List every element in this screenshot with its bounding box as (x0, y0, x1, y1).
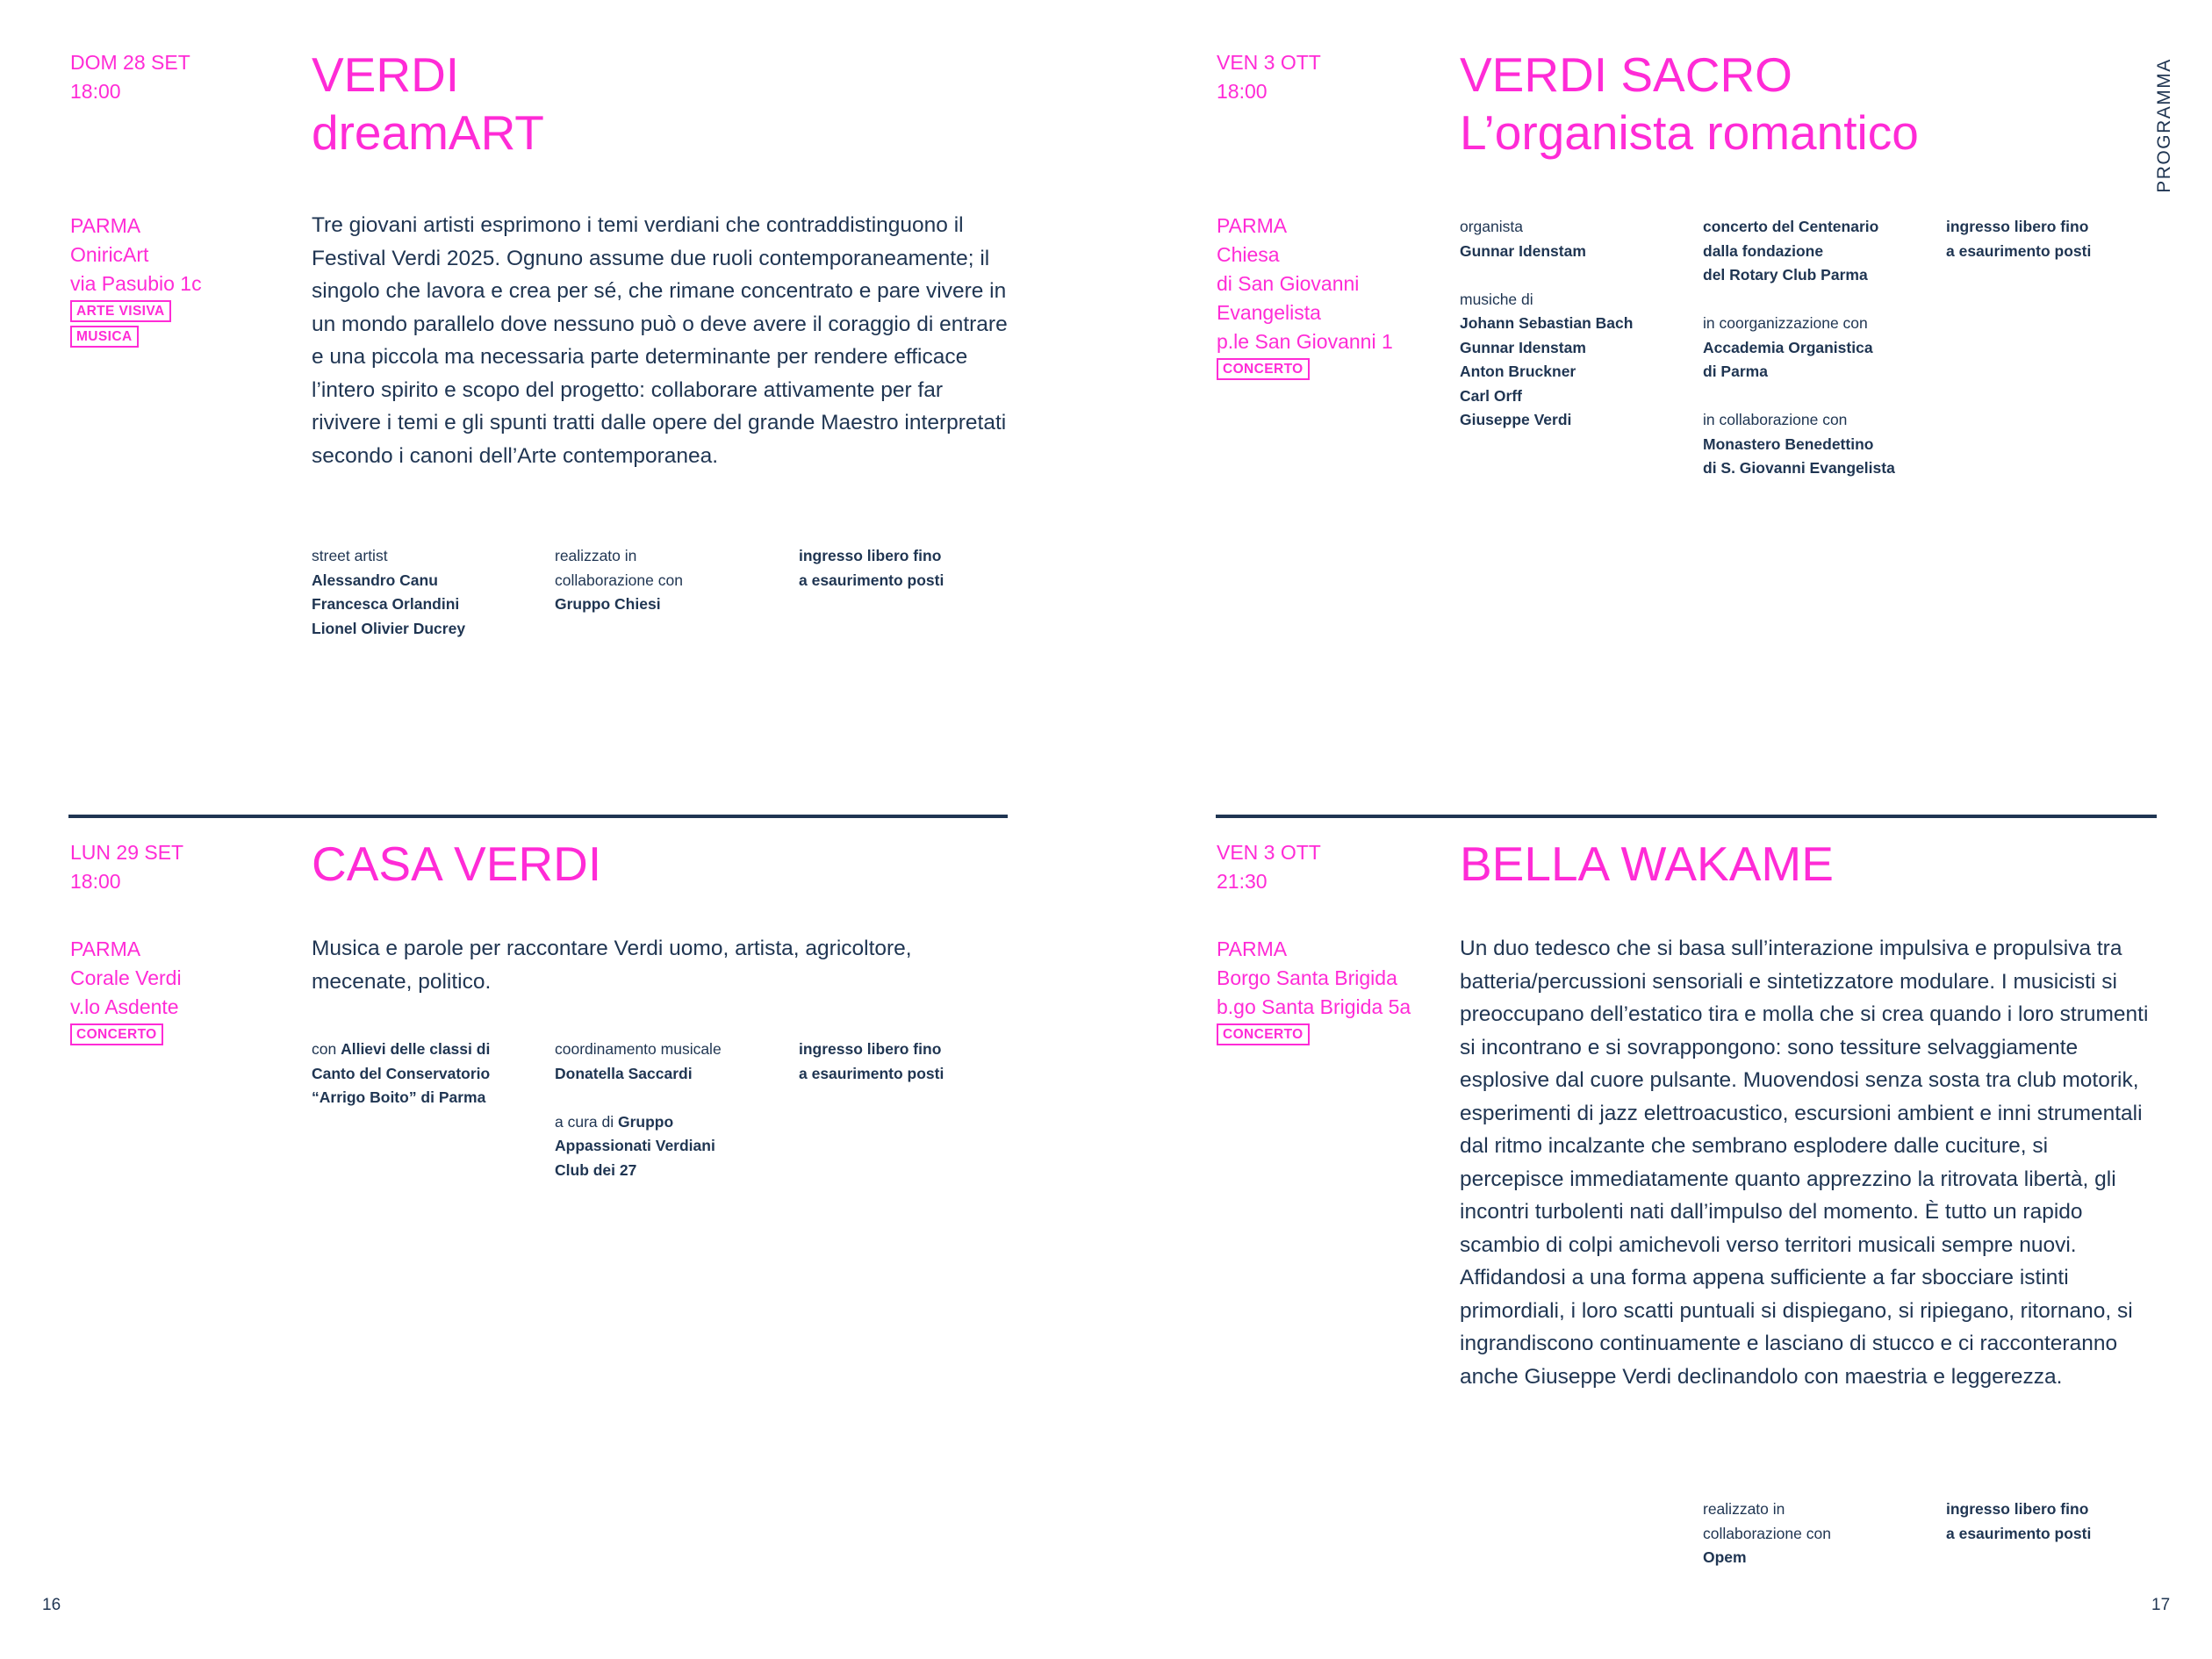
divider-left (68, 815, 1008, 818)
page-number-left: 16 (42, 1596, 61, 1614)
event-description: Un duo tedesco che si basa sull’interazione impulsiva e propulsiva tra batteria/percussioni sensoriali e sintetizzatore modulare. I musicisti si preoccupano dell’estatico tira e molla che si crea quando i loro strumenti si incontrano e si sovrappongono: sono tessiture selvaggiamente esplosive dal cuore pulsante. Muovendosi senza sosta tra club motorik, esperimenti di jazz elettroacustico, escursioni ambient e inni strumentali dal ritmo incalzante che sembrano esplodere dalle cuciture, si percepisce immediatamente quanto apprezzino la ritrovata libertà, gli incontri turbolenti nati dall’impulso del momento. È tutto un rapido scambio di colpi amichevoli verso territori musicali sempre nuovi. Affidandosi a una forma appena sufficiente a far sbocciare istinti primordiali, i loro scatti puntuali si dispiegano, si ripiegano, ritornano, si ingrandiscono continuamente e lasciano di stucco e ci racconteranno anche Giuseppe Verdi declinandolo con maestria e leggerezza. (1460, 937, 2149, 1389)
credits-entry: ingresso libero fino a esaurimento posti (1946, 218, 2092, 260)
event-date: DOM 28 SET (70, 51, 190, 74)
divider-right (1216, 815, 2157, 818)
event-description: Musica e parole per raccontare Verdi uomo, artista, agricoltore, mecenate, politico. (312, 937, 912, 994)
credits-partner: realizzato in collaborazione con Gruppo Chiesi (555, 547, 683, 613)
event-title: VERDI dreamART (312, 47, 544, 160)
event-title: VERDI SACRO L’organista romantico (1460, 47, 1919, 160)
credits-entry: ingresso libero fino a esaurimento posti (799, 547, 944, 589)
event-time: 18:00 (70, 80, 121, 103)
event-date: VEN 3 OTT (1217, 841, 1321, 864)
credits-entry: ingresso libero fino a esaurimento posti (1946, 1500, 2092, 1542)
event-title: CASA VERDI (312, 837, 602, 891)
category-tag: CONCERTO (70, 1023, 163, 1045)
event-title: BELLA WAKAME (1460, 837, 1834, 891)
section-label: PROGRAMMA (2154, 58, 2174, 193)
category-tag: MUSICA (70, 326, 139, 348)
credits-partner: realizzato in collaborazione con Opem (1703, 1500, 1831, 1566)
credits-coordination: coordinamento musicale Donatella Saccardi a cura di Gruppo Appassionati Verdiani Club dei 27 (555, 1040, 722, 1179)
event-venue: PARMA Borgo Santa Brigida b.go Santa Brigida 5a CONCERTO (1217, 935, 1411, 1049)
category-tag: CONCERTO (1217, 1023, 1310, 1045)
event-date: VEN 3 OTT (1217, 51, 1321, 74)
event-description: Tre giovani artisti esprimono i temi verdiani che contraddistinguono il Festival Verdi 2025. Ognuno assume due ruoli contemporaneamente; il singolo che lavora e crea per sé, che rimane concentrato e pare vivere in un mondo parallelo dove nessuno può o deve avere il coraggio di entrare e una piccola ma necessaria parte determinante per rendere efficace l’intero spirito e scopo del progetto: collaborare attivamente per far rivivere i temi e gli spunti tratti dalle opere del grande Maestro interpretati secondo i canoni dell’Arte contemporanea. (312, 213, 1008, 468)
event-datetime (70, 838, 183, 896)
event-datetime (70, 48, 190, 106)
category-tag: CONCERTO (1217, 358, 1310, 380)
category-tag: ARTE VISIVA (70, 300, 171, 322)
event-datetime (1217, 48, 1321, 106)
credits-organizers: concerto del Centenario dalla fondazione del Rotary Club Parma in coorganizzazione con Accademia Organistica di Parma in collaborazione con Monastero Benedettino di S. Giovanni Evangelista (1703, 218, 1895, 477)
event-venue: PARMA OniricArt via Pasubio 1c ARTE VISIVA MUSICA (70, 212, 202, 351)
credits-entry: ingresso libero fino a esaurimento posti (799, 1040, 944, 1082)
event-date: LUN 29 SET (70, 841, 184, 864)
event-venue: PARMA Corale Verdi v.lo Asdente CONCERTO (70, 935, 182, 1049)
credits-performers: con Allievi delle classi di Canto del Conservatorio “Arrigo Boito” di Parma (312, 1040, 491, 1106)
event-venue: PARMA Chiesa di San Giovanni Evangelista p.le San Giovanni 1 CONCERTO (1217, 212, 1393, 384)
credits-artists: street artist Alessandro Canu Francesca Orlandini Lionel Olivier Ducrey (312, 547, 466, 637)
event-time: 18:00 (70, 870, 121, 893)
event-datetime (1217, 838, 1321, 896)
page-number-right: 17 (2151, 1596, 2171, 1614)
credits-performers: organista Gunnar Idenstam musiche di Johann Sebastian Bach Gunnar Idenstam Anton Bruckner Carl Orff Giuseppe Verdi (1460, 218, 1634, 428)
event-time: 21:30 (1217, 870, 1268, 893)
event-time: 18:00 (1217, 80, 1268, 103)
